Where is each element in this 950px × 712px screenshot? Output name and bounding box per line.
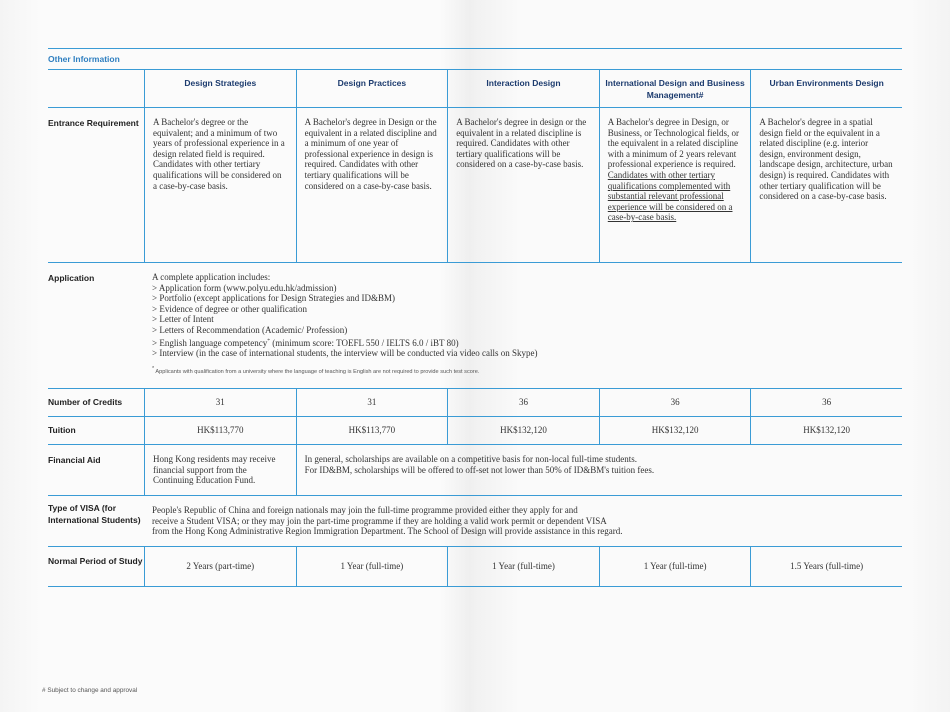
application-item: > Interview (in the case of international students, the interview will be conducted via video calls on Skype): [152, 348, 538, 359]
financial-aid-local: Hong Kong residents may receive financial support from the Continuing Education Fund.: [144, 445, 296, 495]
row-label: Application: [48, 273, 95, 283]
application-item: > Evidence of degree or other qualification: [152, 303, 308, 314]
empty-corner: [48, 70, 144, 107]
entrance-cell: A Bachelor's degree in Design or the equivalent in a related discipline and a minimum of one year of professional experience in design is required. Candidates with other tertiary qualifications will be considered on a case-by-case basis.: [296, 108, 448, 262]
visa-row: [48, 496, 902, 547]
visa-line: from the Hong Kong Administrative Region Immigration Department. The School of Design will provide assistance in this regard.: [152, 526, 623, 537]
scholarship-line: For ID&BM, scholarships will be offered to off-set not lower than 50% of ID&BM's tuition fees.: [304, 464, 655, 475]
visa-cell: [144, 496, 902, 546]
visa-line: receive a Student VISA; or they may join the part-time programme if they are holding a valid work permit or dependent VISA: [152, 515, 607, 526]
application-item: > Letters of Recommendation (Academic/ Profession): [152, 324, 348, 335]
col-urban-environments: Urban Environments Design: [750, 70, 902, 107]
footnote-star: *: [267, 337, 271, 344]
english-item: > English language competency: [152, 337, 268, 348]
tuition-value: HK$132,120: [447, 417, 599, 444]
period-row: [48, 547, 902, 587]
credits-value: 31: [296, 389, 448, 416]
footnote-star: *: [152, 365, 155, 372]
col-idbm: International Design and Business Management#: [599, 70, 751, 107]
row-label: Financial Aid: [48, 455, 101, 465]
application-footnote: [152, 364, 894, 377]
tuition-row: [48, 417, 902, 445]
application-row: [48, 263, 902, 389]
footer-note: # Subject to change and approval: [42, 687, 138, 694]
row-label: Number of Credits: [48, 397, 123, 407]
tuition-value: HK$132,120: [750, 417, 902, 444]
credits-value: 36: [447, 389, 599, 416]
financial-aid-row: [48, 445, 902, 496]
section-title: Other Information: [48, 48, 902, 70]
footnote-text: Applicants with qualification from a university where the language of teaching is English are not required to provide such test score.: [155, 368, 480, 375]
application-cell: [144, 263, 902, 388]
period-value: 1 Year (full-time): [599, 547, 751, 586]
entrance-cell: A Bachelor's degree in design or the equivalent in a related discipline is required. Candidates with other tertiary qualifications will be considered on a case-by-case basis.: [447, 108, 599, 262]
col-interaction-design: Interaction Design: [447, 70, 599, 107]
scholarship-line: In general, scholarships are available on a competitive basis for non-local full-time students.: [304, 454, 637, 464]
application-item: > Portfolio (except applications for Design Strategies and ID&BM): [152, 293, 396, 304]
tuition-value: HK$113,770: [296, 417, 448, 444]
period-value: 1.5 Years (full-time): [750, 547, 902, 586]
entrance-cell: [599, 108, 751, 262]
entrance-cell: A Bachelor's degree in a spatial design field or the equivalent in a related discipline (e.g. interior design, environment design, landscape design, architecture, urban design) is required. Candidates with other tertiary qualification will be considered on a case-by-case basis.: [750, 108, 902, 262]
credits-value: 31: [144, 389, 296, 416]
entrance-requirement-row: [48, 108, 902, 263]
entrance-text: A Bachelor's degree in Design, or Business, or Technological fields, or the equivalent in a related discipline with a minimum of 2 years relevant professional experience is required.: [607, 117, 739, 170]
visa-line: People's Republic of China and foreign nationals may join the full-time programme provided either they apply for and: [152, 505, 578, 515]
col-design-strategies: Design Strategies: [144, 70, 296, 107]
row-label: Tuition: [48, 425, 76, 435]
row-label: Type of VISA (for International Students): [48, 503, 141, 525]
financial-aid-scholarships: [296, 445, 902, 495]
credits-row: [48, 389, 902, 417]
application-item: > Letter of Intent: [152, 314, 214, 325]
credits-value: 36: [750, 389, 902, 416]
period-value: 1 Year (full-time): [447, 547, 599, 586]
english-scores: (minimum score: TOEFL 550 / IELTS 6.0 / iBT 80): [270, 337, 459, 348]
row-label: Entrance Requirement: [48, 118, 139, 128]
entrance-underlined-text: Candidates with other tertiary qualifications complemented with substantial relevant professional experience will be considered on a case-by-case basis.: [607, 169, 733, 223]
period-value: 2 Years (part-time): [144, 547, 296, 586]
credits-value: 36: [599, 389, 751, 416]
period-value: 1 Year (full-time): [296, 547, 448, 586]
application-intro: A complete application includes:: [152, 272, 271, 282]
application-item: > Application form (www.polyu.edu.hk/admission): [152, 282, 337, 293]
tuition-value: HK$113,770: [144, 417, 296, 444]
tuition-value: HK$132,120: [599, 417, 751, 444]
entrance-cell: A Bachelor's degree or the equivalent; and a minimum of two years of professional experience in a design related field is required. Candidates with other tertiary qualifications will be considered on a case-by-case basis.: [144, 108, 296, 262]
info-table: [48, 48, 902, 587]
row-label: Normal Period of Study: [48, 556, 143, 566]
application-item: [152, 336, 894, 349]
col-design-practices: Design Practices: [296, 70, 448, 107]
column-header-row: [48, 70, 902, 108]
